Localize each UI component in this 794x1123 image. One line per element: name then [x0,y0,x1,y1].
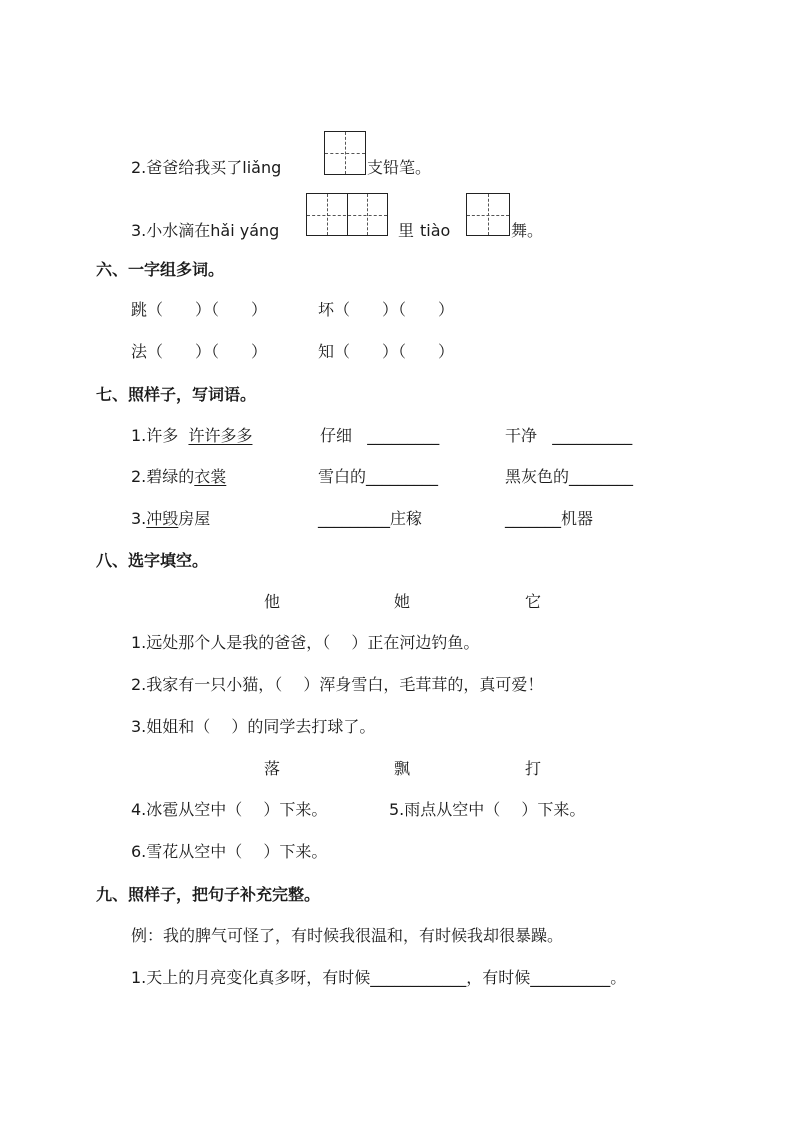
q2-text-before: 爸爸给我买了 [146,158,243,177]
s7-row2-word: 2.碧绿的 [131,467,195,486]
s7-row3-b[interactable]: _________庄稼 [318,509,423,528]
s9-example: 例：我的脾气可怪了，有时候我很温和，有时候我却很暴躁。 [131,926,564,945]
s7-row2-example: 衣裳 [194,467,227,486]
question-2 [131,157,281,179]
s9-sentence-1[interactable]: 1.天上的月亮变化真多呀，有时候____________，有时候__________。 [131,968,627,987]
section-7-title: 七、照样子，写词语。 [96,385,257,404]
s7-row1-c-blank[interactable]: __________ [552,426,633,445]
option-char: 他 [264,592,281,611]
s7-row1-b-blank[interactable]: _________ [367,426,440,445]
q2-number: 2. [131,158,147,177]
q2-text-after: 支铅笔。 [367,158,432,177]
option-char: 打 [525,759,542,778]
q3-text-after: 舞。 [511,221,544,240]
s7-row1-example: 许许多多 [188,426,253,445]
q3-text-before: 小水滴在 [146,221,211,240]
q3-tianzige-box-double[interactable] [306,193,388,236]
s7-row2-c[interactable]: 黑灰色的________ [505,467,634,486]
s7-row1-b[interactable] [320,425,439,447]
s7-row3-c[interactable]: _______机器 [505,509,594,528]
option-char: 飘 [394,759,411,778]
s7-row1-a [131,425,252,447]
s8-sentence-3[interactable]: 3.姐姐和（ ）的同学去打球了。 [131,717,376,736]
option-char: 她 [394,592,411,611]
s8-sentence-4[interactable]: 4.冰雹从空中（ ）下来。 [131,800,328,819]
section-8-title: 八、选字填空。 [96,551,209,570]
word-group-item[interactable]: 坏（ ）（ ） [318,300,455,319]
s7-row2-a [131,466,226,488]
s8-sentence-2[interactable]: 2.我家有一只小猫，（ ）浑身雪白，毛茸茸的，真可爱！ [131,675,544,694]
q3-pinyin-1: hǎi yáng [210,221,280,240]
s8-sentence-6[interactable]: 6.雪花从空中（ ）下来。 [131,842,328,861]
q3-tianzige-box[interactable] [466,193,510,236]
s8-sentence-5[interactable]: 5.雨点从空中（ ）下来。 [389,800,586,819]
s7-row3-a [131,508,210,530]
s7-row1-c-word: 干净 [505,426,538,445]
word-group-item[interactable]: 跳（ ）（ ） [131,300,268,319]
q2-tianzige-box[interactable] [324,131,366,175]
s7-row1-b-word: 仔细 [320,426,353,445]
word-group-item[interactable]: 知（ ）（ ） [318,342,455,361]
s7-row3-num: 3. [131,509,147,528]
option-char: 它 [525,592,542,611]
option-char: 落 [264,759,281,778]
s7-row3-example: 冲毁 [146,509,179,528]
s7-row3-rest: 房屋 [178,509,211,528]
q3-pinyin-2: tiào [420,221,451,240]
q2-pinyin: liǎng [242,158,282,177]
s7-row2-b[interactable]: 雪白的_________ [318,467,439,486]
word-group-item[interactable]: 法（ ）（ ） [131,342,268,361]
q3-text-mid: 里 [398,221,415,240]
s7-row1-word: 1.许多 [131,426,179,445]
section-6-title: 六、一字组多词。 [96,260,225,279]
q3-number: 3. [131,221,147,240]
question-3 [131,220,279,242]
s8-sentence-1[interactable]: 1.远处那个人是我的爸爸，（ ）正在河边钓鱼。 [131,633,480,652]
section-9-title: 九、照样子，把句子补充完整。 [96,885,321,904]
s7-row1-c[interactable] [505,425,632,447]
